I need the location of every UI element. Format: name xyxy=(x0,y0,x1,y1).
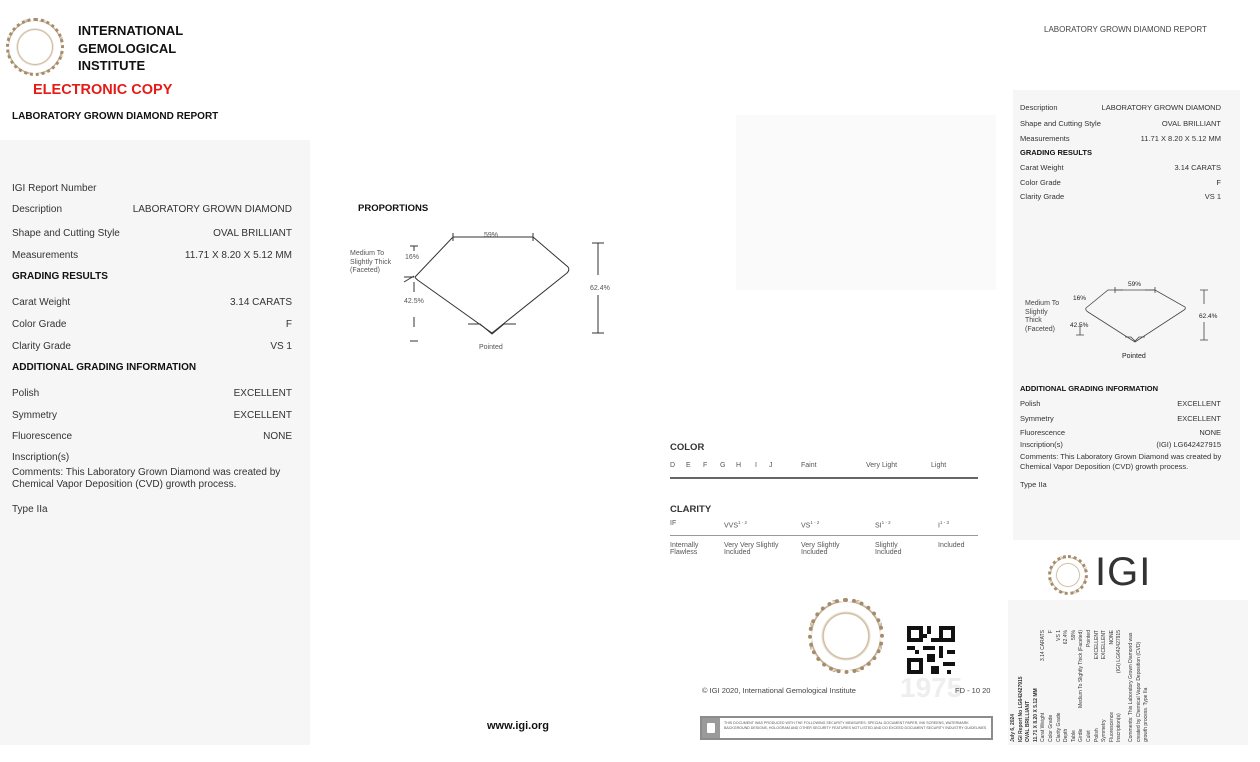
grade-code: VS xyxy=(801,522,811,530)
value: Pointed xyxy=(1085,630,1092,647)
value: NONE xyxy=(263,431,292,442)
org-name xyxy=(78,22,183,75)
r-description-row xyxy=(1020,103,1221,112)
value: (IGI) LG642427915 xyxy=(1156,440,1221,449)
value: 3.14 CARATS xyxy=(229,297,292,308)
value: 59% xyxy=(1070,630,1077,641)
girdle-line: Thick xyxy=(1025,317,1042,324)
grade xyxy=(801,520,819,529)
range: Faint xyxy=(801,462,817,469)
document-lock-icon xyxy=(702,718,720,738)
label: Carat Weight xyxy=(1040,712,1047,742)
value: F xyxy=(1216,178,1221,187)
r-girdle-label xyxy=(1025,300,1059,334)
stub-shape: OVAL BRILLIANT xyxy=(1025,700,1032,742)
girdle-line: Slightly Thick xyxy=(350,258,392,266)
color-row xyxy=(12,319,292,330)
label: Color Grade xyxy=(1047,714,1054,742)
label: Description xyxy=(12,204,63,215)
girdle-line: (Faceted) xyxy=(1025,325,1055,333)
color-divider xyxy=(670,477,978,479)
color-scale-title: COLOR xyxy=(670,442,705,453)
r-carat-row xyxy=(1020,163,1221,172)
value: 3.14 CARATS xyxy=(1040,630,1047,662)
right-report-title: LABORATORY GROWN DIAMOND REPORT xyxy=(1044,25,1207,34)
label: Symmetry xyxy=(1101,719,1108,742)
symmetry-row xyxy=(12,410,292,421)
website-link[interactable]: www.igi.org xyxy=(487,720,549,732)
clarity-divider xyxy=(670,535,978,536)
grade: G xyxy=(720,462,726,469)
value: EXCELLENT xyxy=(233,410,292,421)
value: NONE xyxy=(1108,630,1115,645)
crown-percent: 16% xyxy=(405,254,420,261)
org-line: INSTITUTE xyxy=(78,58,146,73)
stub-date: July 6, 2024 xyxy=(1010,713,1016,742)
security-bar xyxy=(700,716,993,740)
grade-sup: 1 - 2 xyxy=(881,520,891,525)
value: F xyxy=(1047,630,1054,634)
r-inscription-row xyxy=(1020,440,1221,449)
value: VS 1 xyxy=(1055,630,1062,641)
r-fluorescence-row xyxy=(1020,428,1221,437)
grade: J xyxy=(769,462,773,469)
grade-sup: 1 - 2 xyxy=(738,520,748,525)
report-title: LABORATORY GROWN DIAMOND REPORT xyxy=(12,111,219,122)
value: EXCELLENT xyxy=(1177,414,1221,423)
r-culet-label: Pointed xyxy=(1122,353,1146,360)
stub-report-no: IGI Report No LG642427915 xyxy=(1017,676,1024,742)
pavilion-percent: 42.5% xyxy=(404,298,424,305)
igi-gold-seal xyxy=(808,598,884,674)
label: Table xyxy=(1070,730,1077,742)
grade-desc: Very Very Slightly Included xyxy=(724,542,779,556)
girdle-line: Medium To xyxy=(350,250,385,257)
value: LABORATORY GROWN DIAMOND xyxy=(1101,103,1221,112)
range: Very Light xyxy=(866,462,898,469)
value: VS 1 xyxy=(270,341,292,352)
r-polish-row xyxy=(1020,399,1221,408)
label: Polish xyxy=(12,388,40,399)
grade: I xyxy=(755,462,757,469)
label: Color Grade xyxy=(12,319,67,330)
polish-row xyxy=(12,388,292,399)
qr-code[interactable] xyxy=(907,626,955,674)
org-line: INTERNATIONAL xyxy=(78,23,184,38)
additional-heading: ADDITIONAL GRADING INFORMATION xyxy=(12,362,197,373)
grade: E xyxy=(686,462,691,469)
grade: D xyxy=(670,462,676,469)
label: Clarity Grade xyxy=(12,341,71,352)
r-clarity-row xyxy=(1020,192,1221,201)
fluorescence-row xyxy=(12,431,292,442)
depth-percent: 62.4% xyxy=(590,285,610,292)
grade-code: VVS xyxy=(724,522,739,530)
value: EXCELLENT xyxy=(233,388,292,399)
value: (IGI) LG642427915 xyxy=(1116,630,1123,674)
r-type: Type IIa xyxy=(1020,480,1047,489)
grade xyxy=(938,520,949,529)
label: Symmetry xyxy=(1020,414,1054,423)
security-text: THIS DOCUMENT WAS PRODUCED WITH THE FOLLOWING SECURITY MEASURES: SPECIAL DOCUMENT PAPER, INK SCREENS, WATERMARK BACKGROUND DESIGNS, HOLOGRAM AND OTHER SECURITY FEATURES NOT LISTED AND DO EXCEED DOCUMENT SECURITY INDUSTRY GUIDELINES xyxy=(720,718,991,738)
description-row xyxy=(12,204,292,215)
r-color-row xyxy=(1020,178,1221,187)
diamond-type: Type IIa xyxy=(12,504,48,515)
seal-year: 1975 xyxy=(900,672,963,703)
heading: ADDITIONAL GRADING INFORMATION xyxy=(1020,384,1159,393)
clarity-scale-title: CLARITY xyxy=(670,504,712,515)
copyright: © IGI 2020, International Gemological Institute xyxy=(702,686,856,695)
r-symmetry-row xyxy=(1020,414,1221,423)
label: Depth xyxy=(1063,728,1070,742)
label: Culet xyxy=(1085,730,1092,742)
grade-sup: 1 - 3 xyxy=(939,520,949,525)
report-stub xyxy=(1010,630,1246,742)
proportions-diagram xyxy=(340,225,620,345)
grade-code: SI xyxy=(875,522,882,530)
form-code: FD - 10 20 xyxy=(955,686,991,695)
label: Shape and Cutting Style xyxy=(12,228,120,239)
grade-sup: 1 - 2 xyxy=(810,520,820,525)
r-pavilion-percent: 42.5% xyxy=(1070,322,1089,329)
grade xyxy=(875,520,891,529)
r-depth-percent: 62.4% xyxy=(1199,313,1218,320)
report-number-row xyxy=(12,183,292,194)
value: EXCELLENT xyxy=(1093,630,1100,660)
igi-seal-logo xyxy=(6,18,64,76)
girdle-line: Slightly xyxy=(1025,308,1048,316)
label: Fluorescence xyxy=(1020,428,1066,437)
value: VS 1 xyxy=(1204,192,1221,201)
value: 3.14 CARATS xyxy=(1174,163,1221,172)
r-comments: Comments: This Laboratory Grown Diamond was created by Chemical Vapor Deposition (CVD) growth process. xyxy=(1020,452,1222,471)
value: NONE xyxy=(1199,428,1221,437)
carat-row xyxy=(12,297,292,308)
grading-heading: GRADING RESULTS xyxy=(12,271,108,282)
r-grading-heading xyxy=(1020,148,1221,157)
r-measurements-row xyxy=(1020,134,1221,143)
grade-desc: Very Slightly Included xyxy=(801,542,840,556)
label: Polish xyxy=(1020,399,1041,408)
org-line: GEMOLOGICAL xyxy=(78,40,177,56)
grade-desc: Slightly Included xyxy=(875,542,902,556)
label: Polish xyxy=(1093,728,1100,742)
comments: Comments: This Laboratory Grown Diamond was created by Chemical Vapor Deposition (CVD) growth process. xyxy=(12,467,281,490)
value: EXCELLENT xyxy=(1177,399,1221,408)
grade xyxy=(724,520,747,529)
clarity-grades xyxy=(670,520,980,565)
grade-desc: Internally Flawless xyxy=(670,542,699,556)
measurements-row xyxy=(12,250,292,261)
proportions-title: PROPORTIONS xyxy=(358,203,429,214)
value: Medium To Slightly Thick (Faceted) xyxy=(1078,630,1085,708)
table-percent: 59% xyxy=(484,232,499,239)
value: 62.4% xyxy=(1063,630,1070,645)
stub-measurements: 11.71 X 8.20 X 5.12 MM xyxy=(1032,688,1039,742)
inscription-row xyxy=(12,452,69,463)
label: Clarity Grade xyxy=(1055,712,1062,742)
label: Carat Weight xyxy=(12,297,71,308)
stub-comments: Comments: This Laboratory Grown Diamond was created by Chemical Vapor Deposition (CVD) growth process. Type IIa xyxy=(1127,632,1150,742)
label: Inscription(s) xyxy=(1020,440,1063,449)
girdle-label xyxy=(350,250,391,276)
value: 11.71 X 8.20 X 5.12 MM xyxy=(184,250,292,261)
label: Inscription(s) xyxy=(12,452,70,463)
heading: GRADING RESULTS xyxy=(1020,148,1092,157)
igi-logo-seal xyxy=(1048,555,1088,595)
r-additional-heading xyxy=(1020,384,1221,393)
label: Carat Weight xyxy=(1020,163,1064,172)
girdle-line: Medium To xyxy=(1025,300,1060,307)
label: Color Grade xyxy=(1020,178,1061,187)
value: OVAL BRILLIANT xyxy=(213,228,292,239)
label: Fluorescence xyxy=(1108,711,1115,742)
grade-desc: Included xyxy=(938,542,965,549)
r-shape-row xyxy=(1020,119,1221,128)
r-table-percent: 59% xyxy=(1128,281,1142,288)
grade xyxy=(670,520,676,527)
label: IGI Report Number xyxy=(12,183,97,194)
label: Clarity Grade xyxy=(1020,192,1065,201)
grade: F xyxy=(703,462,708,469)
value: OVAL BRILLIANT xyxy=(1161,119,1221,128)
shape-row xyxy=(12,228,292,239)
value: LABORATORY GROWN DIAMOND xyxy=(132,204,292,215)
label: Description xyxy=(1020,103,1058,112)
label: Inscription(s) xyxy=(1116,713,1123,742)
girdle-line: (Faceted) xyxy=(350,267,380,274)
value: F xyxy=(285,319,292,330)
grade: H xyxy=(736,462,742,469)
grade-code: IF xyxy=(670,520,677,527)
label: Measurements xyxy=(12,250,79,261)
r-crown-percent: 16% xyxy=(1073,295,1087,302)
culet-label: Pointed xyxy=(479,344,503,351)
label: Fluorescence xyxy=(12,431,73,442)
center-faint-panel xyxy=(736,115,996,290)
label: Girdle xyxy=(1078,728,1085,742)
clarity-row xyxy=(12,341,292,352)
label: Shape and Cutting Style xyxy=(1020,119,1101,128)
value: 11.71 X 8.20 X 5.12 MM xyxy=(1140,134,1221,143)
label: Symmetry xyxy=(12,410,57,421)
label: Measurements xyxy=(1020,134,1070,143)
r-proportions-diagram xyxy=(1070,280,1220,355)
igi-logo-text: IGI xyxy=(1095,550,1152,594)
grade-code: I xyxy=(938,522,940,530)
range: Light xyxy=(931,462,947,469)
electronic-copy-label: ELECTRONIC COPY xyxy=(33,82,173,98)
value: EXCELLENT xyxy=(1101,630,1108,660)
